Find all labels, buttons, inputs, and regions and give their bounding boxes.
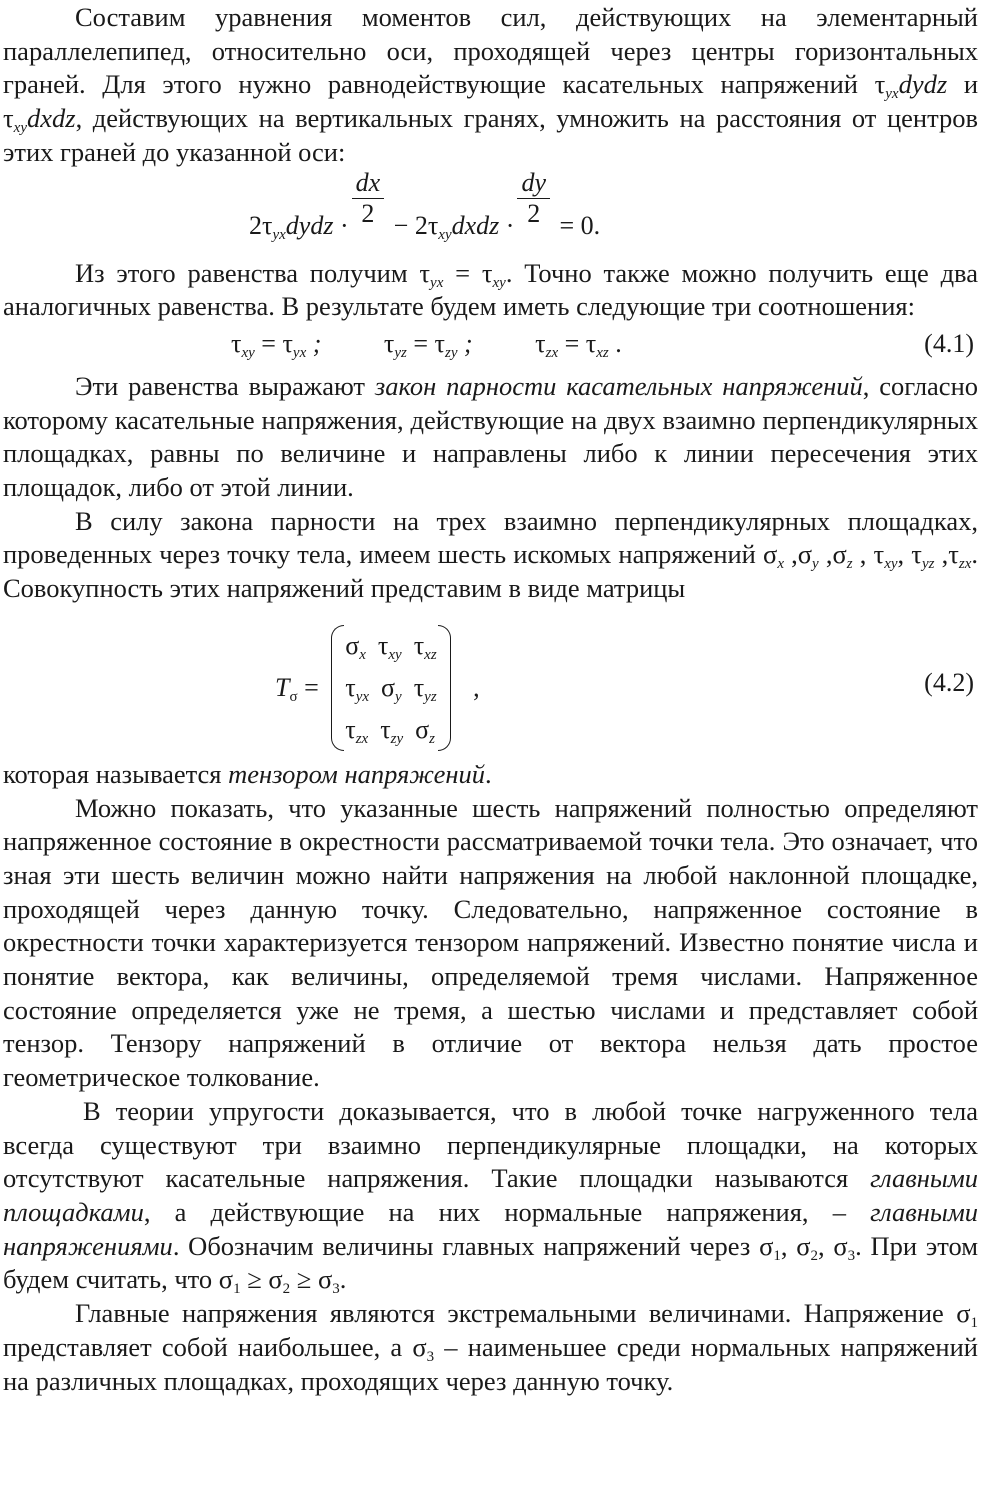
- equation-moment-balance: $2\tau_{yx}dydz$ · $\frac{dx}{2}$ − $2\tau_{xy}dxdz$ · $\frac{dy}{2}$ = 0.: [249, 167, 601, 243]
- equation-4-2: $T_\sigma$ = $\sigma_x$ $\tau_{xy}$ $\tau_{xz}$ $\tau_{yx}$ $\sigma_y$ $\tau_{yz}$ $\tau_{zx}$ $\tau_{zy}$ $\sigma_z$ , (4.2): [3, 618, 978, 758]
- paragraph-stress-state: Можно показать, что указанные шесть напряжений полностью определяют напряженное состояние в окрестности рассматриваемой точки тела. Это означает, что зная эти шесть величин можно найти напряжения на любой наклонной площадке, проходящей через данную точку. Следовательно, напряженное состояние в окрестности точки характеризуется тензором напряжений. Известно понятие числа и понятие вектора, как величины, определяемой тремя числами. Напряженное состояние определяется уже не тремя, а шестью числами и представляет собой тензор. Тензору напряжений в отличие от вектора нельзя дать простое геометрическое толкование.: [3, 792, 978, 1093]
- formula-inline: $\sigma_1 \ge \sigma_2 \ge \sigma_3$: [218, 1264, 340, 1298]
- paragraph-moment-equation: Составим уравнения моментов сил, действующих на элементарный параллелепипед, относительно оси, проходящей через центры горизонтальных граней. Для этого нужно равнодействующие касательных напряжений $\tau_{yx}dydz$ и $\tau_{xy}dxdz$, действующих на вертикальных гранях, умножить на расстояния от центров этих граней до указанной оси:: [3, 2, 978, 167]
- paragraph-tensor-name: которая называется тензором напряжений.: [3, 758, 492, 789]
- paragraph-equality-result: Из этого равенства получим $\tau_{yx} = \tau_{xy}$. Точно также можно получить еще два аналогичных равенства. В результате будем иметь следующие три соотношения:: [3, 257, 978, 322]
- paragraph-six-stresses: В силу закона парности на трех взаимно перпендикулярных площадках, проведенных через точку тела, имеем шесть искомых напряжений $\sigma_x$ $,\sigma_y$ $,\sigma_z$ , $\tau_{xy}$, $\tau_{yz}$ $,\tau_{zx}$. Совокупность этих напряжений представим в виде матрицы: [3, 505, 978, 604]
- equation-4-1: $\tau_{xy} = \tau_{yx}$ ; $\tau_{yz} = \tau_{zy}$ ; $\tau_{zx} = \tau_{xz}$ . (4.1): [3, 324, 978, 364]
- formula-inline: $\tau_{yx}dydz$: [874, 69, 948, 103]
- formula-inline: $\sigma_3$: [412, 1331, 435, 1365]
- formula-inline: $\tau_{xy}dxdz$: [3, 103, 76, 137]
- formula-inline: $\sigma_x$ $,\sigma_y$ $,\sigma_z$ , $\tau_{xy}$, $\tau_{yz}$ $,\tau_{zx}$: [763, 539, 972, 573]
- paragraph-pairing-law: Эти равенства выражают закон парности касательных напряжений, согласно которому касательные напряжения, действующие на двух взаимно перпендикулярных площадках, равны по величине и направлены либо к линии пересечения этих площадок, либо от этой линии.: [3, 370, 978, 503]
- paragraph-extremal: Главные напряжения являются экстремальными величинами. Напряжение $\sigma_1$ представляет собой наибольшее, а $\sigma_3$ – наименьшее среди нормальных напряжений на различных площадках, проходящих через данную точку.: [3, 1298, 978, 1396]
- formula-inline: $\tau_{yx} = \tau_{xy}$: [419, 257, 506, 291]
- equation-number: (4.1): [924, 328, 974, 358]
- equation-number: (4.2): [924, 667, 974, 697]
- paragraph-principal-stresses: В теории упругости доказывается, что в любой точке нагруженного тела всегда существуют три взаимно перпендикулярные площадки, на которых отсутствуют касательные напряжения. Такие площадки называются главными площадками, а действующие на них нормальные напряжения, – главными напряжениями. Обозначим величины главных напряжений через $\sigma_1$, $\sigma_2$, $\sigma_3$. При этом будем считать, что $\sigma_1 \ge \sigma_2 \ge \sigma_3$.: [3, 1095, 978, 1298]
- formula-inline: $\sigma_1$: [956, 1298, 978, 1332]
- stress-tensor-matrix: $\sigma_x$ $\tau_{xy}$ $\tau_{xz}$ $\tau_{yx}$ $\sigma_y$ $\tau_{yz}$ $\tau_{zx}$ $\tau_{zy}$ $\sigma_z$: [331, 625, 450, 751]
- formula-inline: $\sigma_1$, $\sigma_2$, $\sigma_3$: [759, 1230, 856, 1264]
- document-page: [0, 1, 981, 1486]
